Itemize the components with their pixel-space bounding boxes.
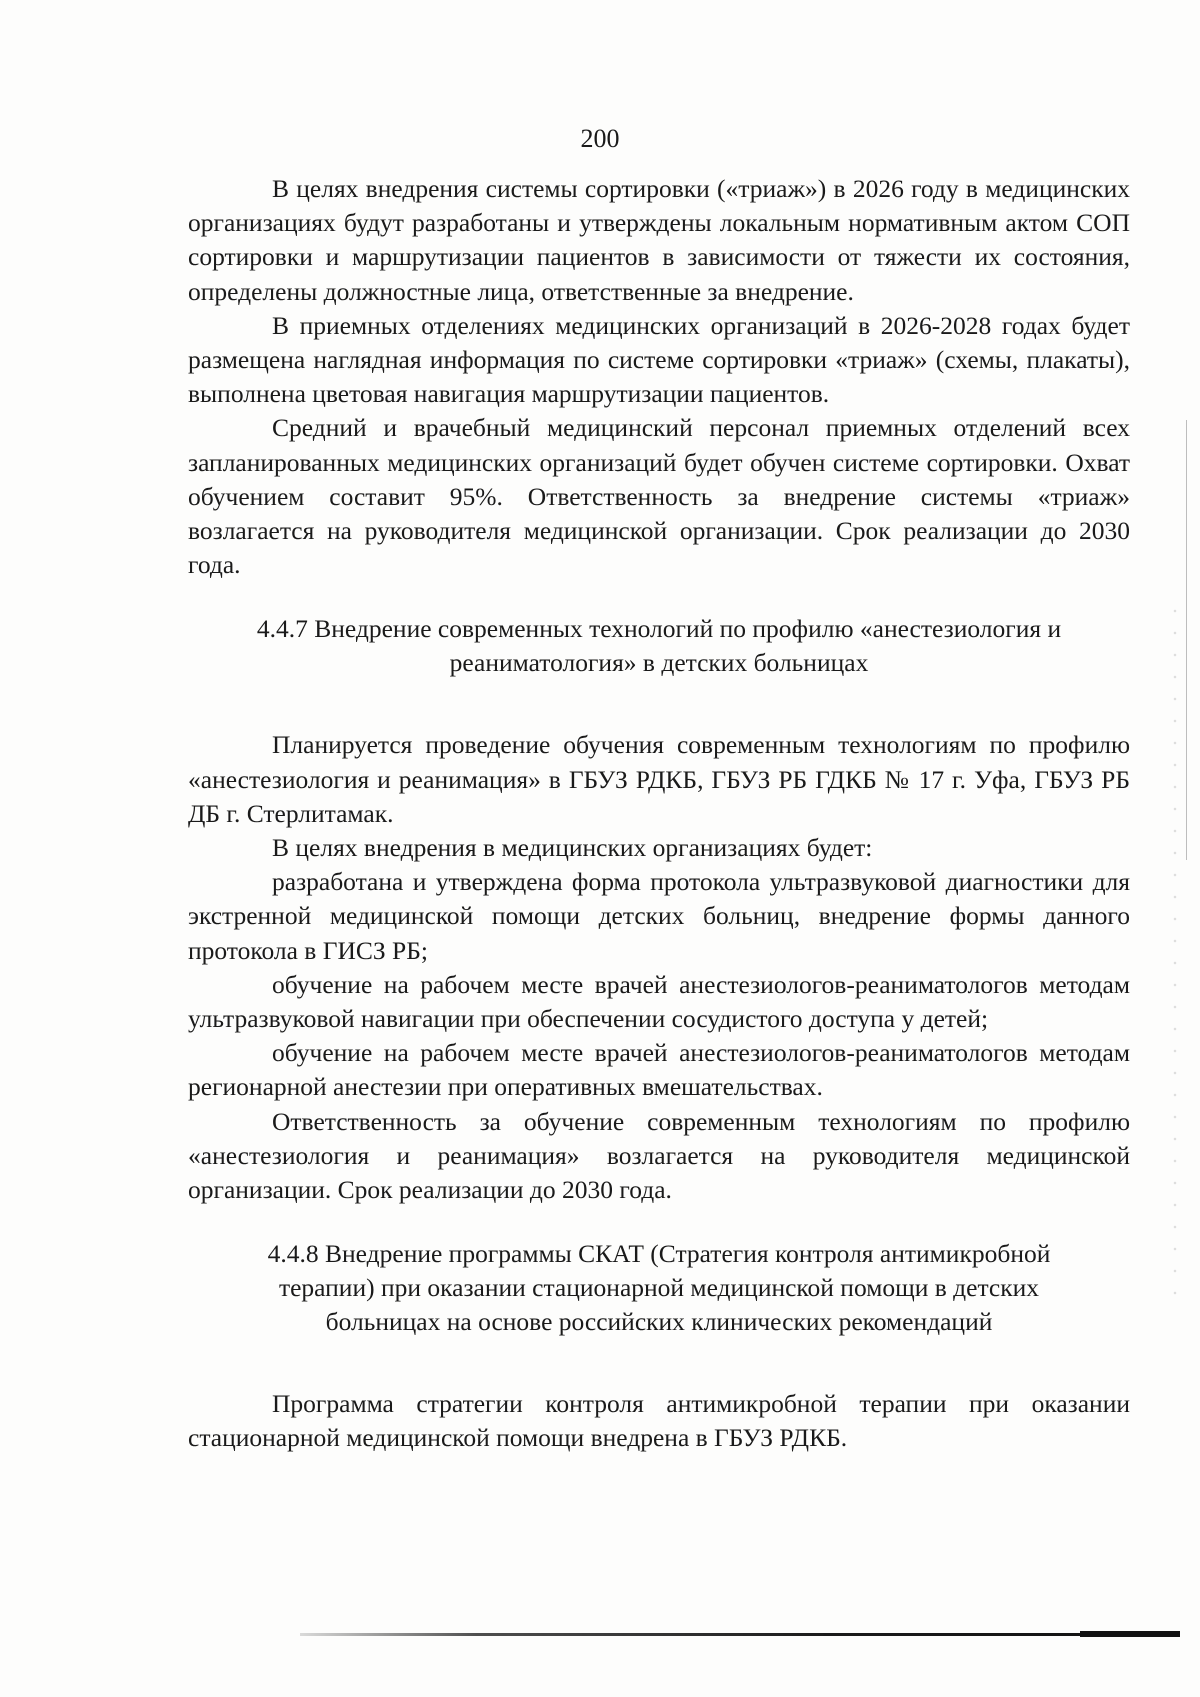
section-heading-4-4-7 bbox=[188, 612, 1130, 680]
section-heading-line: больницах на основе российских клинических рекомендаций bbox=[325, 1307, 993, 1337]
document-body bbox=[188, 172, 1130, 1456]
paragraph-triage-info: В приемных отделениях медицинских организаций в 2026-2028 годах будет размещена наглядная информация по системе сортировки «триаж» (схемы, плакаты), выполнена цветовая навигация маршрутизации пациентов. bbox=[188, 310, 1130, 409]
paragraph-triage-sop: В целях внедрения системы сортировки («триаж») в 2026 году в медицинских организациях будут разработаны и утверждены локальным нормативным актом СОП сортировки и маршрутизации пациентов в зависимости от тяжести их состояния, определены должностные лица, ответственные за внедрение. bbox=[188, 174, 1130, 306]
paragraph-regional-anesthesia-training: обучение на рабочем месте врачей анестезиологов-реаниматологов методам регионарной анестезии при оперативных вмешательствах. bbox=[188, 1038, 1130, 1102]
paragraph-anesthesia-training-plan: Планируется проведение обучения современным технологиям по профилю «анестезиология и реанимация» в ГБУЗ РДКБ, ГБУЗ РБ ГДКБ № 17 г. Уфа, ГБУЗ РБ ДБ г. Стерлитамак. bbox=[188, 730, 1130, 828]
paragraph-triage-training: Средний и врачебный медицинский персонал приемных отделений всех запланированных медицинских организаций будет обучен системе сортировки. Охват обучением составит 95%. Ответственность за внедрение системы «триаж» возлагается на руководителя медицинской организации. Срок реализации до 2030 года. bbox=[188, 413, 1130, 580]
paragraph-vascular-access-training: обучение на рабочем месте врачей анестезиологов-реаниматологов методам ультразвуковой навигации при обеспечении сосудистого доступа у детей; bbox=[188, 969, 1130, 1034]
section-heading-line: реаниматология» в детских больницах bbox=[449, 648, 869, 678]
section-heading-4-4-8 bbox=[188, 1237, 1130, 1339]
paragraph-implementation-intro: В целях внедрения в медицинских организациях будет: bbox=[272, 833, 873, 863]
paragraph-ultrasound-protocol: разработана и утверждена форма протокола ультразвуковой диагностики для экстренной медицинской помощи детских больниц, внедрение формы данного протокола в ГИСЗ РБ; bbox=[188, 867, 1130, 965]
bottom-scan-rule-thick bbox=[1080, 1631, 1180, 1637]
spacer bbox=[188, 1207, 1130, 1237]
section-heading-line: 4.4.8 Внедрение программы СКАТ (Стратегия контроля антимикробной bbox=[267, 1239, 1051, 1269]
spacer bbox=[188, 680, 1130, 728]
spacer bbox=[188, 582, 1130, 612]
bottom-scan-rule bbox=[300, 1633, 1180, 1636]
paragraph-anesthesia-responsibility: Ответственность за обучение современным технологиям по профилю «анестезиология и реанимация» возлагается на руководителя медицинской организации. Срок реализации до 2030 года. bbox=[188, 1106, 1130, 1205]
scan-edge-line bbox=[1186, 420, 1187, 860]
section-heading-line: 4.4.7 Внедрение современных технологий по профилю «анестезиология и bbox=[256, 614, 1062, 644]
section-heading-line: терапии) при оказании стационарной медицинской помощи в детских bbox=[278, 1273, 1040, 1303]
spacer bbox=[188, 1339, 1130, 1387]
page-number: 200 bbox=[580, 124, 620, 153]
paragraph-skat-program: Программа стратегии контроля антимикробной терапии при оказании стационарной медицинской помощи внедрена в ГБУЗ РДКБ. bbox=[188, 1389, 1130, 1453]
scan-edge-specks bbox=[1170, 600, 1182, 1300]
